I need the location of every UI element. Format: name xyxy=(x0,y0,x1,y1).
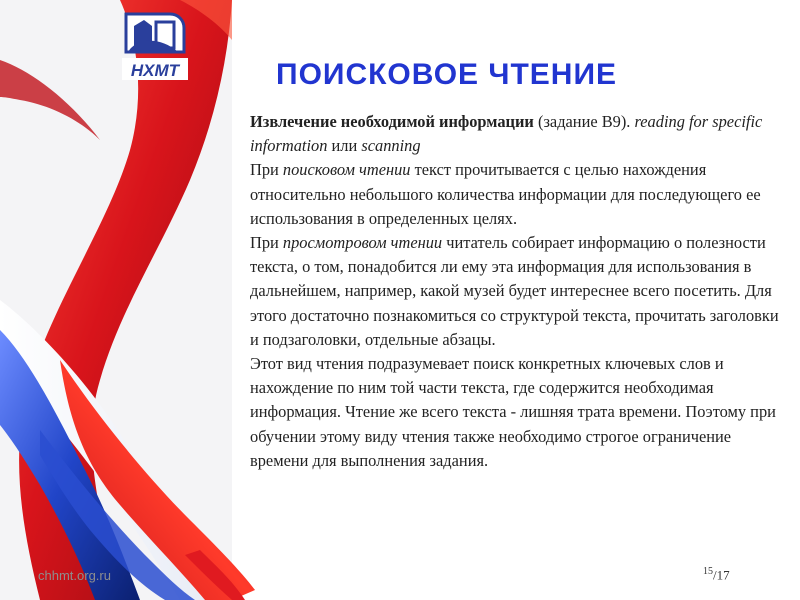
task-number: (задание В9). xyxy=(533,112,635,131)
task-heading: Извлечение необходимой информации xyxy=(250,112,534,131)
paragraph-skim-reading xyxy=(250,231,786,352)
logo-text: НХМТ xyxy=(130,61,180,80)
term-search-reading: поисковом чтении xyxy=(282,160,411,180)
paragraph-text: текст прочитывается с целью нахождения относительно небольшого количества информации для последующего ее использования в определенных целях. xyxy=(250,160,761,228)
page-current: 15 xyxy=(703,566,713,577)
paragraph-search-reading xyxy=(250,158,786,231)
college-logo xyxy=(116,8,194,86)
page-title: ПОИСКОВОЕ ЧТЕНИЕ xyxy=(276,58,618,91)
english-term-1: reading for specific information xyxy=(250,112,763,156)
paragraph-lead: При xyxy=(250,160,283,180)
conjunction: или xyxy=(327,136,362,156)
english-term-2: scanning xyxy=(361,136,421,156)
slide-body xyxy=(250,110,786,473)
page-number xyxy=(703,566,730,583)
footer-url: chhmt.org.ru xyxy=(38,568,111,583)
page-total: /17 xyxy=(713,567,730,583)
term-skim-reading: просмотровом чтении xyxy=(282,233,443,253)
paragraph-keywords: Этот вид чтения подразумевает поиск конкретных ключевых слов и нахождение по ним той части текста, где содержится необходимая информация. Чтение же всего текста - лишняя трата времени. Поэтому при обучении этому виду чтения также необходимо строгое ограничение времени для выполнения задания. xyxy=(250,354,776,470)
paragraph-lead: При xyxy=(250,233,283,253)
paragraph-text: читатель собирает информацию о полезности текста, о том, понадобится ли ему эта информация для использования в дальнейшем, например, какой музей будет интереснее всего посетить. Для этого достаточно познакомиться со структурой текста, прочитать заголовки и подзаголовки, отдельные абзацы. xyxy=(250,233,779,349)
paragraph-intro xyxy=(250,110,786,158)
